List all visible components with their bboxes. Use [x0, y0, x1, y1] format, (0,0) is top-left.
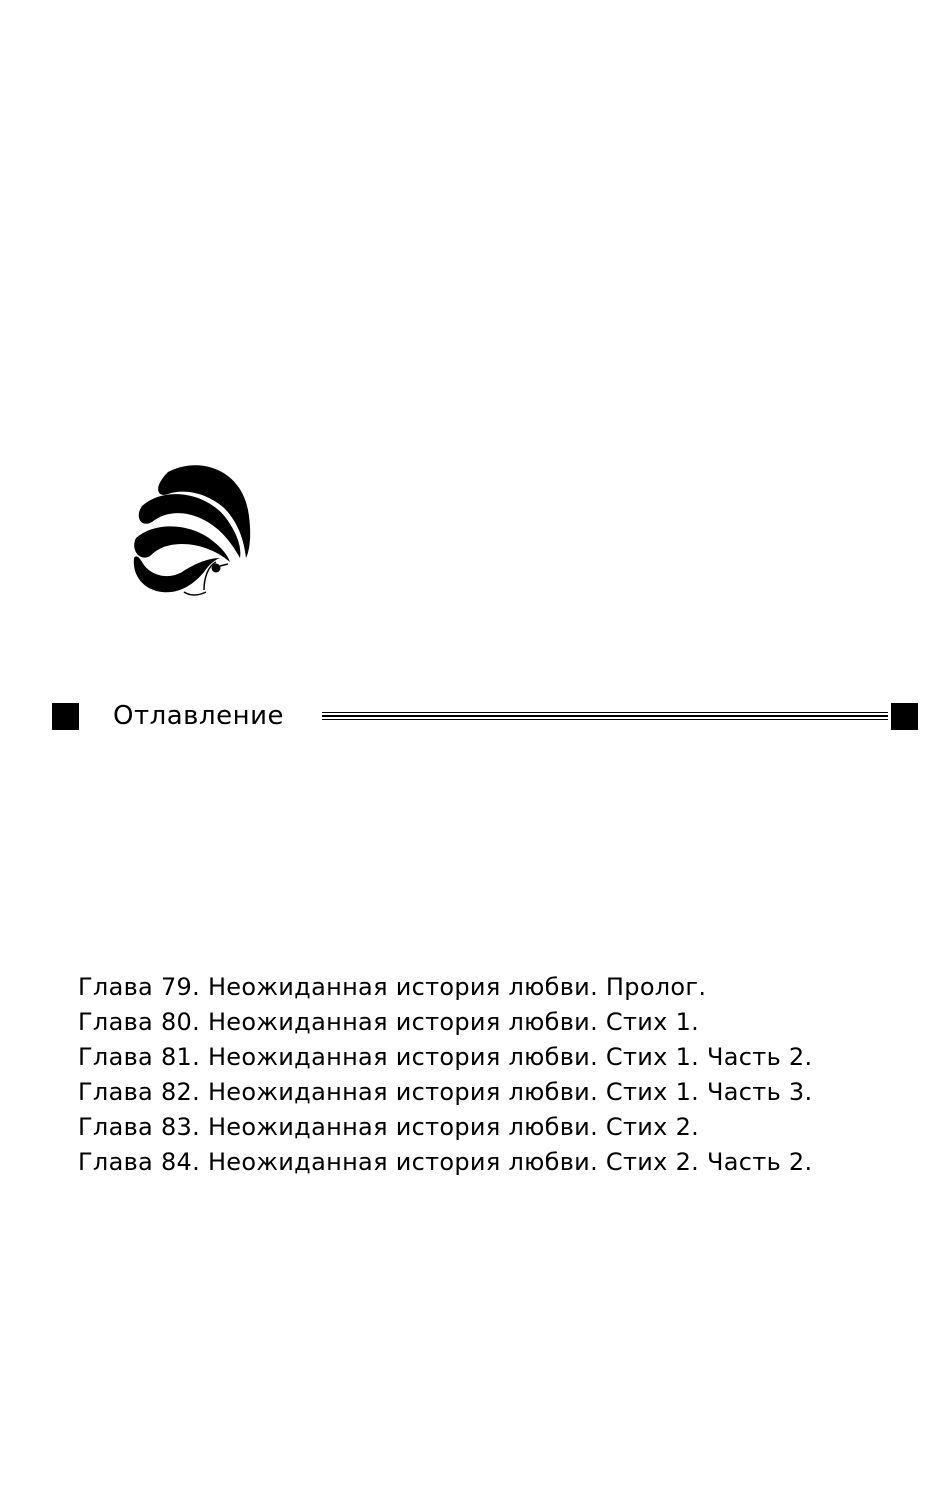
section-header	[52, 703, 918, 733]
table-of-contents	[78, 970, 928, 1180]
double-rule-divider	[322, 712, 888, 720]
toc-item[interactable]: Глава 83. Неожиданная история любви. Стих 2.	[78, 1113, 700, 1141]
black-square-icon	[52, 703, 79, 730]
toc-item[interactable]: Глава 79. Неожиданная история любви. Пролог.	[78, 973, 707, 1001]
toc-item[interactable]: Глава 84. Неожиданная история любви. Стих 2. Часть 2.	[78, 1148, 813, 1176]
toc-item[interactable]: Глава 81. Неожиданная история любви. Стих 1. Часть 2.	[78, 1043, 813, 1071]
black-square-icon	[891, 703, 918, 730]
section-title: Отлавление	[113, 701, 284, 731]
stylized-face-logo-icon	[128, 458, 258, 600]
toc-item[interactable]: Глава 80. Неожиданная история любви. Стих 1.	[78, 1008, 700, 1036]
toc-item[interactable]: Глава 82. Неожиданная история любви. Стих 1. Часть 3.	[78, 1078, 813, 1106]
